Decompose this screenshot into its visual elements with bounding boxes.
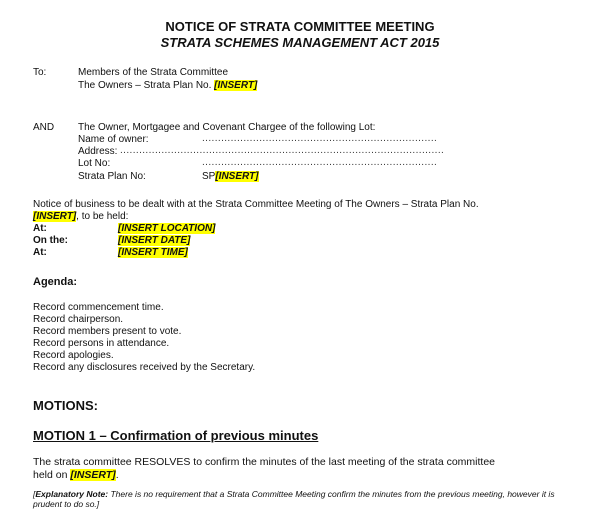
to-line-2-text: The Owners – Strata Plan No. — [78, 80, 215, 91]
address-dots: ...................................................................................................... — [120, 145, 445, 156]
notice-line-2 — [33, 211, 128, 223]
resolution-line-2-prefix: held on — [33, 469, 71, 481]
and-intro: The Owner, Mortgagee and Covenant Chargee of the following Lot: — [78, 122, 376, 133]
resolution-suffix: . — [115, 469, 119, 481]
at-label: At: — [33, 223, 47, 234]
notice-plan-insert: [INSERT] — [33, 211, 77, 222]
notice-line-1: Notice of business to be dealt with at the Strata Committee Meeting of The Owners – Strata Plan No. — [33, 199, 479, 210]
location-value — [118, 223, 215, 235]
plan-insert: [INSERT] — [215, 171, 259, 182]
note-label: Explanatory Note: — [35, 489, 109, 499]
agenda-item: Record apologies. — [33, 350, 114, 361]
to-line-1: Members of the Strata Committee — [78, 67, 229, 78]
date-value — [118, 235, 190, 247]
on-label: On the: — [33, 235, 68, 246]
plan-prefix: SP — [202, 171, 216, 182]
agenda-item: Record members present to vote. — [33, 326, 182, 337]
resolution-line-1: The strata committee RESOLVES to confirm the minutes of the last meeting of the strata committee — [33, 456, 495, 468]
plan-label: Strata Plan No: — [78, 171, 146, 182]
address-label: Address: — [78, 146, 118, 157]
resolution-date-insert: [INSERT] — [70, 469, 116, 481]
notice-line-2-suffix: , to be held: — [76, 211, 129, 222]
date-insert: [INSERT DATE] — [118, 235, 191, 246]
motion-1-heading: MOTION 1 – Confirmation of previous minutes — [33, 428, 319, 443]
owner-name-label: Name of owner: — [78, 134, 149, 145]
note-text: There is no requirement that a Strata Committee Meeting confirm the minutes from the previous meeting, however it is prudent to do so. — [33, 489, 555, 509]
location-insert: [INSERT LOCATION] — [118, 223, 216, 234]
and-label: AND — [33, 122, 55, 133]
time-insert: [INSERT TIME] — [118, 247, 188, 258]
to-line-2 — [78, 80, 257, 92]
plan-value — [202, 171, 259, 183]
note-close-bracket: ] — [96, 499, 100, 509]
agenda-item: Record persons in attendance. — [33, 338, 170, 349]
time-value — [118, 247, 188, 259]
explanatory-note — [33, 489, 578, 509]
agenda-heading: Agenda: — [33, 276, 77, 288]
agenda-item: Record chairperson. — [33, 314, 124, 325]
agenda-item: Record commencement time. — [33, 302, 164, 313]
motion-1-resolution — [33, 456, 573, 482]
to-plan-insert: [INSERT] — [214, 80, 258, 91]
lot-label: Lot No: — [78, 158, 111, 169]
at-time-label: At: — [33, 247, 47, 258]
note-open-bracket: [ — [33, 489, 36, 499]
document-title: NOTICE OF STRATA COMMITTEE MEETING — [165, 19, 435, 34]
motions-heading: MOTIONS: — [33, 398, 98, 413]
owner-name-dots: .......................................................................... — [202, 133, 438, 144]
lot-dots: .......................................................................... — [202, 157, 438, 168]
document-subtitle: STRATA SCHEMES MANAGEMENT ACT 2015 — [160, 35, 440, 50]
to-label: To: — [33, 67, 47, 78]
agenda-item: Record any disclosures received by the Secretary. — [33, 362, 256, 373]
